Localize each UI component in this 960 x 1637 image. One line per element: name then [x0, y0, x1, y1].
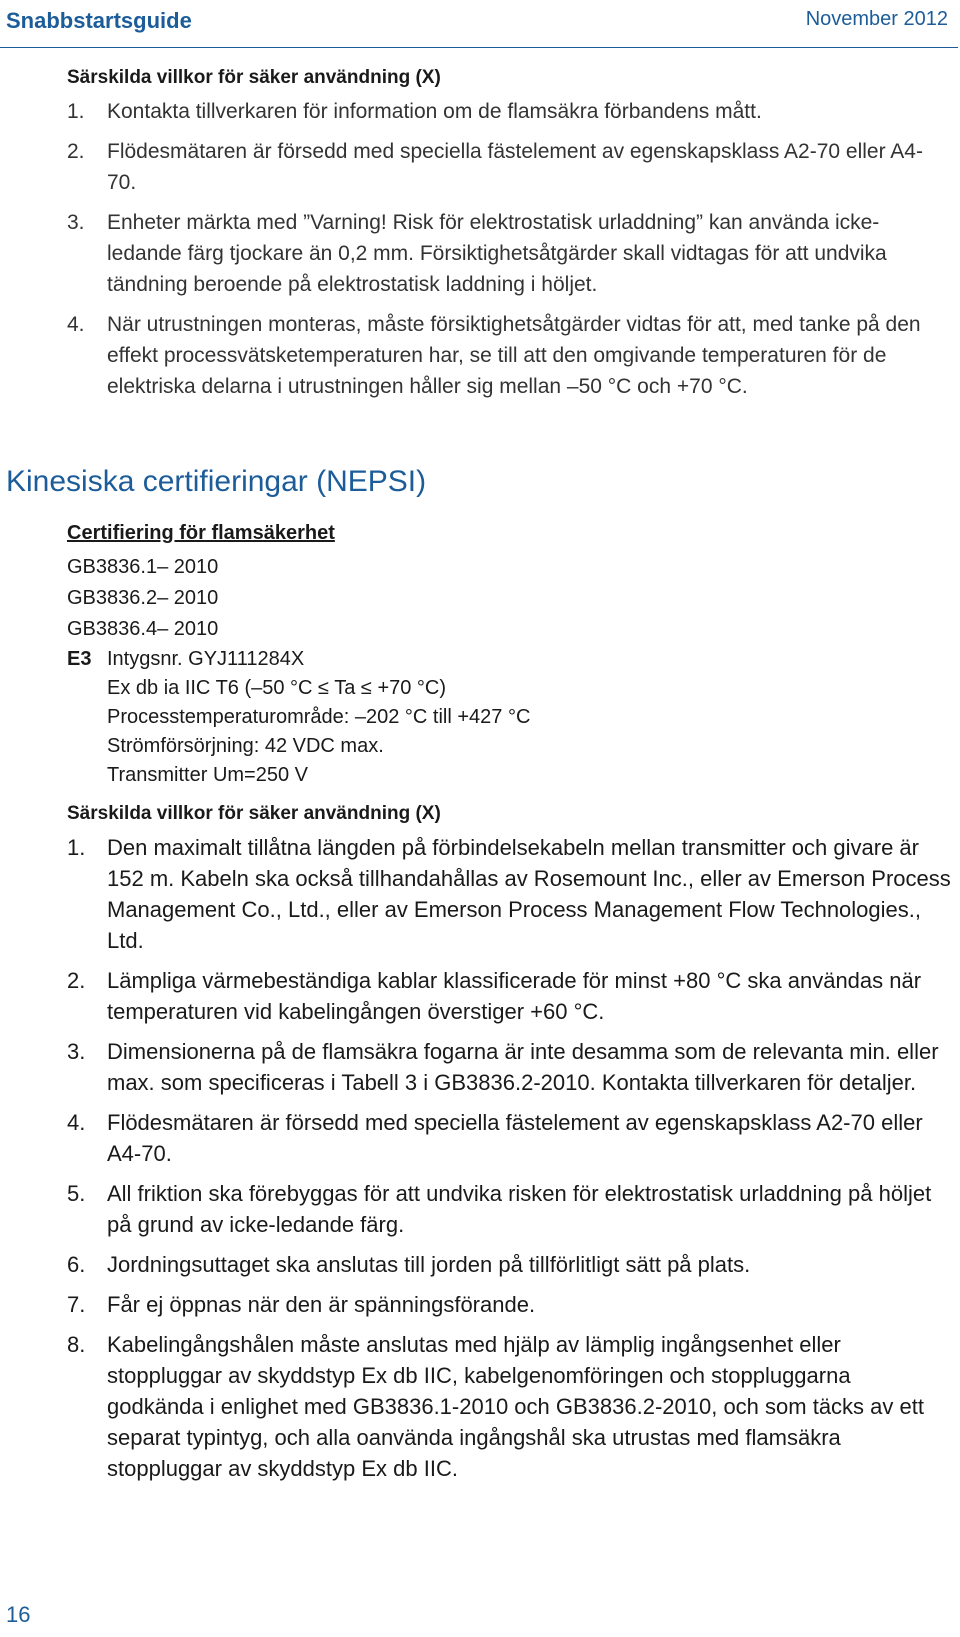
nepsi-certification-block [67, 518, 952, 790]
item-number: 6. [67, 1252, 86, 1277]
special-conditions-heading: Särskilda villkor för säker användning (X) [67, 67, 441, 88]
power-supply: Strömförsörjning: 42 VDC max. [107, 735, 384, 757]
list-item [67, 1036, 952, 1098]
list-item [67, 96, 952, 127]
list-item [67, 965, 952, 1027]
item-number: 2. [67, 968, 86, 993]
item-text: Flödesmätaren är försedd med speciella fästelement av egenskapsklass A2-70 eller A4-70. [107, 1110, 923, 1166]
guide-title: Snabbstartsguide [6, 8, 192, 33]
item-number: 8. [67, 1332, 86, 1357]
certificate-number: Intygsnr. GYJ111284X [107, 648, 305, 670]
process-temperature-range: Processtemperaturområde: –202 °C till +427 °C [107, 706, 531, 728]
item-text: Kabelingångshålen måste anslutas med hjälp av lämplig ingångsenhet eller stoppluggar av skyddstyp Ex db IIC, kabelgenomföringen och stoppluggarna godkända i enlighet med GB3836.1-2010 och GB3836.2-2010, och som täcks av ett separat typintyg, och alla oanvända ingångshål ska utrustas med flamsäkra stoppluggar av skyddstyp Ex db IIC. [107, 1332, 924, 1481]
item-text: Får ej öppnas när den är spänningsförande. [107, 1292, 536, 1317]
list-item [67, 1289, 952, 1320]
list-item [67, 1249, 952, 1280]
standard-line: GB3836.4– 2010 [67, 618, 219, 640]
item-text: Jordningsuttaget ska anslutas till jorden på tillförlitligt sätt på plats. [107, 1252, 751, 1277]
item-text: All friktion ska förebyggas för att undvika risken för elektrostatisk urladdning på höljet på grund av icke-ledande färg. [107, 1181, 932, 1237]
item-text: När utrustningen monteras, måste försiktighetsåtgärder vidtas för att, med tanke på den effekt processvätsketemperaturen har, se till att den omgivande temperaturen för de elektriska delarna i utrustningen håller sig mellan –50 °C och +70 °C. [107, 313, 921, 398]
standard-line: GB3836.2– 2010 [67, 587, 219, 609]
list-item [67, 136, 952, 198]
page-header [0, 0, 958, 48]
item-number: 4. [67, 313, 85, 336]
item-number: 1. [67, 100, 85, 123]
item-number: 3. [67, 211, 85, 234]
item-number: 5. [67, 1181, 86, 1206]
item-number: 3. [67, 1039, 86, 1064]
item-number: 4. [67, 1110, 86, 1135]
item-number: 1. [67, 835, 86, 860]
list-item [67, 1107, 952, 1169]
item-text: Dimensionerna på de flamsäkra fogarna är inte desamma som de relevanta min. eller max. som specificeras i Tabell 3 i GB3836.2-2010. Kontakta tillverkaren för detaljer. [107, 1039, 939, 1095]
page-number: 16 [6, 1602, 31, 1627]
section-title-nepsi: Kinesiska certifieringar (NEPSI) [6, 465, 427, 498]
special-conditions-section-2 [67, 800, 952, 1493]
list-item [67, 1329, 952, 1484]
transmitter-um: Transmitter Um=250 V [107, 764, 308, 786]
e3-certificate [67, 645, 952, 790]
e3-details [107, 645, 530, 790]
item-number: 7. [67, 1292, 86, 1317]
list-item [67, 309, 952, 402]
conditions-list [67, 96, 952, 402]
item-text: Flödesmätaren är försedd med speciella fästelement av egenskapsklass A2-70 eller A4-70. [107, 140, 923, 194]
item-text: Lämpliga värmebeständiga kablar klassificerade för minst +80 °C ska användas när temperaturen vid kabelingången överstiger +60 °C. [107, 968, 922, 1024]
document-date: November 2012 [805, 8, 948, 30]
list-item [67, 832, 952, 956]
standard-line: GB3836.1– 2010 [67, 556, 219, 578]
cert-heading: Certifiering för flamsäkerhet [67, 522, 335, 544]
conditions-list [67, 832, 952, 1484]
item-text: Enheter märkta med ”Varning! Risk för elektrostatisk urladdning” kan använda icke-ledande färg tjockare än 0,2 mm. Försiktighetsåtgärder skall vidtagas för att undvika tändning beroende på elektrostatisk laddning i höljet. [107, 211, 887, 296]
marking-line: Ex db ia IIC T6 (–50 °C ≤ Ta ≤ +70 °C) [107, 677, 447, 699]
item-text: Den maximalt tillåtna längden på förbindelsekabeln mellan transmitter och givare är 152 m. Kabeln ska också tillhandahållas av Rosemount Inc., eller av Emerson Process Management Co., Ltd., eller av Emerson Process Management Flow Technologies., Ltd. [107, 835, 951, 953]
special-conditions-section-1 [67, 64, 952, 411]
special-conditions-heading: Särskilda villkor för säker användning (X) [67, 803, 441, 824]
list-item [67, 207, 952, 300]
item-text: Kontakta tillverkaren för information om de flamsäkra förbandens mått. [107, 100, 762, 123]
e3-code: E3 [67, 648, 92, 670]
list-item [67, 1178, 952, 1240]
item-number: 2. [67, 140, 85, 163]
